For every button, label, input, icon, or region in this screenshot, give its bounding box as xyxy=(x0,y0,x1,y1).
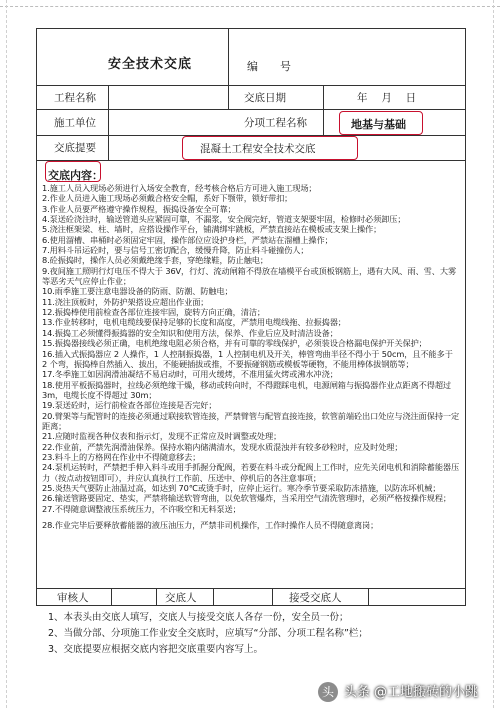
col-divider xyxy=(156,588,157,606)
list-item: 18.使用平板振捣器时，拉线必须绝缘干燥，移动或转向时，不得蹬踩电机，电源闸箱与振捣器作业点距离不得超过 3m，电缆长度不得超过 30m； xyxy=(42,379,452,400)
list-item: 26.输送管路要固定、垫实，严禁将输送软管弯曲，以免软管爆炸，当采用空气清洗管理时，必须严格按操作规程； xyxy=(42,493,452,504)
sub-project-value: 地基与基础 xyxy=(351,118,406,131)
row-divider xyxy=(36,160,466,161)
list-item: 10.雨季施工要注意电器设备的防雨、防潮、防触电； xyxy=(42,286,233,297)
list-item: 14.振捣工必须懂得振捣器的安全知识和使用方法，保养、作业后应及时清洁设备； xyxy=(42,327,338,338)
list-item: 12.振捣棒使用前检查各部位连接牢固，旋转方向正确，清洁； xyxy=(42,307,265,318)
list-item: 17.冬季施工如因润滑油凝结不易启动时，可用火缓烤，不准用猛火烤或沸水冲浇； xyxy=(42,369,338,380)
list-item: 20.臂架等与配管时的连接必须通过联接软管连接，严禁臂管与配管直接连接，软管前端砼出口处应与浇注面保持一定距离； xyxy=(42,410,460,431)
list-item: 11.浇注顶板时，外防护架搭设应超出作业面； xyxy=(42,296,209,307)
project-name-label: 工程名称 xyxy=(54,92,96,104)
list-item: 24.泵机运转时，严禁把手伸入料斗或用手抓握分配阀，若要在料斗或分配阀上工作时，应先关闭电机和消除蓄能器压力（按点动按钮即可），并应认真执行工作前、压送中、停机后的各注意事项； xyxy=(42,462,460,483)
col-divider xyxy=(213,588,214,606)
list-item: 7.用料斗吊运砼时，要与信号工密切配合，缓慢升降，防止料斗碰撞伤人； xyxy=(42,245,309,256)
summary-label: 交底提要 xyxy=(54,142,96,154)
list-item: 16.插入式振捣器应 2 人操作，1 人控制振捣器，1 人控制电机及开关，棒管弯曲半径不得小于 50cm，且不能多于 2 个弯，振捣棒自然插入、拔出，不能硬插拔或推，不要振碰钢筋或模板等硬物，不能用棒体拔钢筋等； xyxy=(42,348,453,369)
list-item: 9.夜间施工照明行灯电压不得大于 36V，行灯、流动闸箱不得放在墙模平台或顶板钢筋上，遇有大风、雨、雪、大雾等恶劣天气应停止作业； xyxy=(42,265,457,287)
number-label: 编 号 xyxy=(247,60,291,73)
col-divider xyxy=(228,28,229,110)
content-heading: 交底内容： xyxy=(48,169,103,182)
note-line: 2、当做分部、分项施工作业安全交底时，应填写“分部、分项工程名称”栏； xyxy=(48,628,368,639)
footer-notes xyxy=(48,610,468,658)
list-item: 21.应随时监视各种仪表和指示灯，发现不正常应及时调整或处理； xyxy=(42,431,282,442)
list-item: 23.料斗上的方格网在作业中不得随意移去； xyxy=(42,451,201,462)
col-divider xyxy=(368,588,369,606)
row-divider xyxy=(36,109,466,110)
construction-unit-label: 施工单位 xyxy=(54,117,96,129)
col-divider xyxy=(111,588,112,606)
list-item: 27.不得随意调整液压系统压力，不许吸空和无料泵送； xyxy=(42,503,241,514)
summary-value: 混凝土工程安全技术交底 xyxy=(200,143,316,155)
list-item: 28.作业完毕后要释放蓄能器的液压油压力，严禁非司机操作，工作时操作人员不得随意离岗； xyxy=(42,520,379,530)
list-item: 19.泵送砼时，运行前检查各部位连接是否完好； xyxy=(42,400,217,411)
note-line: 3、交底提要应根据交底内容把交底重要内容写上。 xyxy=(48,644,264,655)
date-value: 年 月 日 xyxy=(357,92,417,104)
auditor-label: 审核人 xyxy=(57,592,89,604)
list-item: 4.泵送砼浇注时，输送管道头应紧固可靠，不漏浆，安全阀完好，管道支架要牢固，检修时必须卸压； xyxy=(42,214,406,225)
row-divider xyxy=(36,85,466,86)
trim-line-top xyxy=(0,6,500,7)
trim-line-left xyxy=(6,0,7,708)
content-items xyxy=(42,183,460,530)
list-item: 3.作业人员要严格遵守操作规程，振捣设备安全可靠； xyxy=(42,203,236,214)
list-item: 6.使用溜槽、串桶时必须固定牢固，操作部位应设护身栏，严禁站在溜槽上操作； xyxy=(42,234,333,245)
list-item: 13.作业转移时，电机电缆线要保持足够的长度和高度，严禁用电缆线拖、拉振捣器； xyxy=(42,317,346,328)
presenter-label: 交底人 xyxy=(165,592,197,604)
form-title: 安全技术交底 xyxy=(108,57,193,72)
list-item: 22.作业前，严禁先润滑油保养。保持水箱内储满清水，发现水质混浊并有较多砂粒时，应及时处理； xyxy=(42,441,403,452)
list-item: 8.砼振捣时，操作人员必须戴绝缘手套，穿绝缘鞋，防止触电； xyxy=(42,255,268,266)
list-item: 1.施工人员入现场必须进行入场安全教育，经考核合格后方可进入施工现场； xyxy=(42,183,317,193)
list-item: 5.浇注框架梁、柱、墙时，应搭设操作平台，铺满绑牢跳板，严禁直接站在模板或支架上操作； xyxy=(42,224,382,235)
date-label: 交底日期 xyxy=(244,92,286,104)
watermark-text: 头条 @工地搬砖的小跳 xyxy=(343,685,478,700)
col-divider xyxy=(108,85,109,160)
row-divider xyxy=(36,588,466,589)
sub-project-label: 分项工程名称 xyxy=(244,117,307,129)
list-item: 15.振捣器接线必须正确，电机绝缘电阻必须合格，并有可靠的零线保护，必须装设合格漏电保护开关保护； xyxy=(42,338,427,349)
watermark-logo-icon: 头 xyxy=(318,682,338,702)
note-line: 1、本表头由交底人填写，交底人与接受交底人各存一份，安全员一份； xyxy=(48,612,349,623)
trim-line-right xyxy=(493,0,494,708)
col-divider xyxy=(272,588,273,606)
receiver-label: 接受交底人 xyxy=(289,592,342,604)
list-item: 2.作业人员进入施工现场必须戴合格安全帽，系好下颚带，锁好带扣； xyxy=(42,193,293,204)
list-item: 25.炎热天气要防止油温过高，如达到 70℃或烫手时，应停止运行。寒冷季节要采取防冻措施，以防冻坏机械； xyxy=(42,482,441,493)
col-divider xyxy=(323,85,324,135)
